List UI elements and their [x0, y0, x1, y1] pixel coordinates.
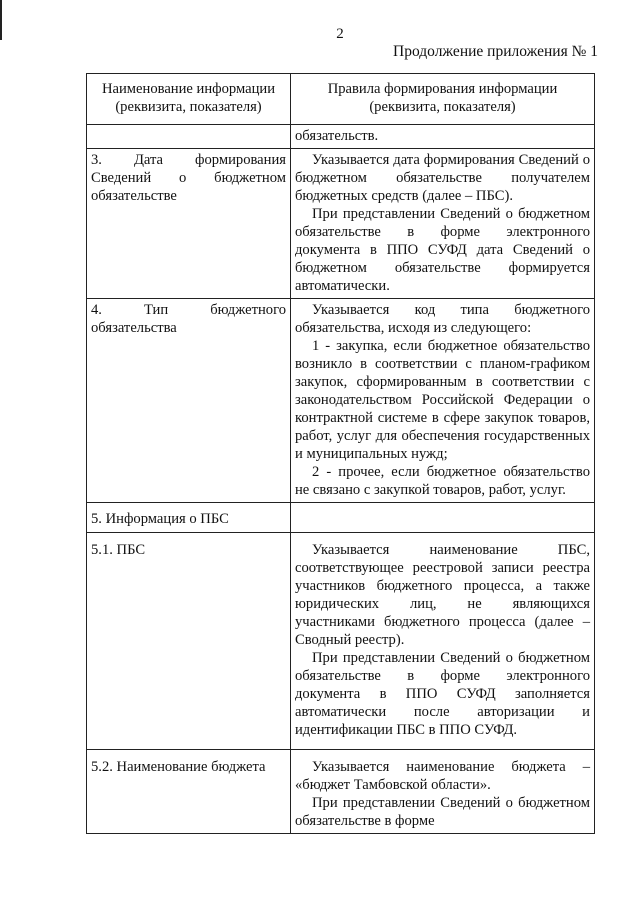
- row-rules: [291, 299, 595, 503]
- row-rules: [291, 533, 595, 750]
- rule-paragraph: Указывается код типа бюджетного обязательства, исходя из следующего:: [295, 302, 590, 336]
- table-row: [87, 125, 595, 149]
- table-row: [87, 299, 595, 503]
- rule-paragraph: При представлении Сведений о бюджетном обязательстве в форме электронного документа в ППО СУФД дата Сведений о бюджетном обязательстве формируется автоматически.: [295, 206, 590, 294]
- information-rules-table: [86, 73, 595, 834]
- table-header-row: [87, 74, 595, 125]
- appendix-continuation-header: Продолжение приложения № 1: [393, 43, 598, 60]
- rule-paragraph: 1 - закупка, если бюджетное обязательство возникло в соответствии с планом-графиком закупок, сформированным в соответствии с законодательством Российской Федерации о контрактной системе в сфере закупок товаров, работ, услуг для обеспечения государственных и муниципальных нужд;: [295, 338, 590, 462]
- rule-paragraph: обязательств.: [295, 128, 379, 144]
- row-label: 3. Дата формирования Сведений о бюджетном обязательстве: [87, 149, 291, 299]
- row-rules-empty: [291, 503, 595, 533]
- rule-paragraph: При представлении Сведений о бюджетном обязательстве в форме: [295, 795, 590, 829]
- rule-paragraph: Указывается наименование ПБС, соответствующее реестровой записи реестра участников бюджетного процесса, а также юридических лиц, не являющихся участниками бюджетного процесса (далее – Сводный реестр).: [295, 542, 590, 648]
- page-number: 2: [336, 26, 344, 42]
- row-label: [87, 125, 291, 149]
- table-row: [87, 503, 595, 533]
- rule-paragraph: При представлении Сведений о бюджетном обязательстве в форме электронного документа в ППО СУФД заполняется автоматически после авторизации и идентификации ПБС в ППО СУФД.: [295, 650, 590, 738]
- row-rules: [291, 149, 595, 299]
- table-row: [87, 533, 595, 750]
- header-info-name: Наименование информации (реквизита, показателя): [87, 74, 291, 125]
- row-label: 5.2. Наименование бюджета: [87, 750, 291, 834]
- header-formation-rules: Правила формирования информации (реквизита, показателя): [291, 74, 595, 125]
- table-row: [87, 750, 595, 834]
- row-rules: [291, 750, 595, 834]
- row-label: 5. Информация о ПБС: [87, 503, 291, 533]
- row-label: 5.1. ПБС: [87, 533, 291, 750]
- row-label: 4. Тип бюджетного обязательства: [87, 299, 291, 503]
- row-rules: [291, 125, 595, 149]
- rule-paragraph: 2 - прочее, если бюджетное обязательство не связано с закупкой товаров, работ, услуг.: [295, 464, 590, 498]
- table-row: [87, 149, 595, 299]
- rule-paragraph: Указывается наименование бюджета – «бюджет Тамбовской области».: [295, 759, 590, 793]
- rule-paragraph: Указывается дата формирования Сведений о бюджетном обязательстве получателем бюджетных средств (далее – ПБС).: [295, 152, 590, 204]
